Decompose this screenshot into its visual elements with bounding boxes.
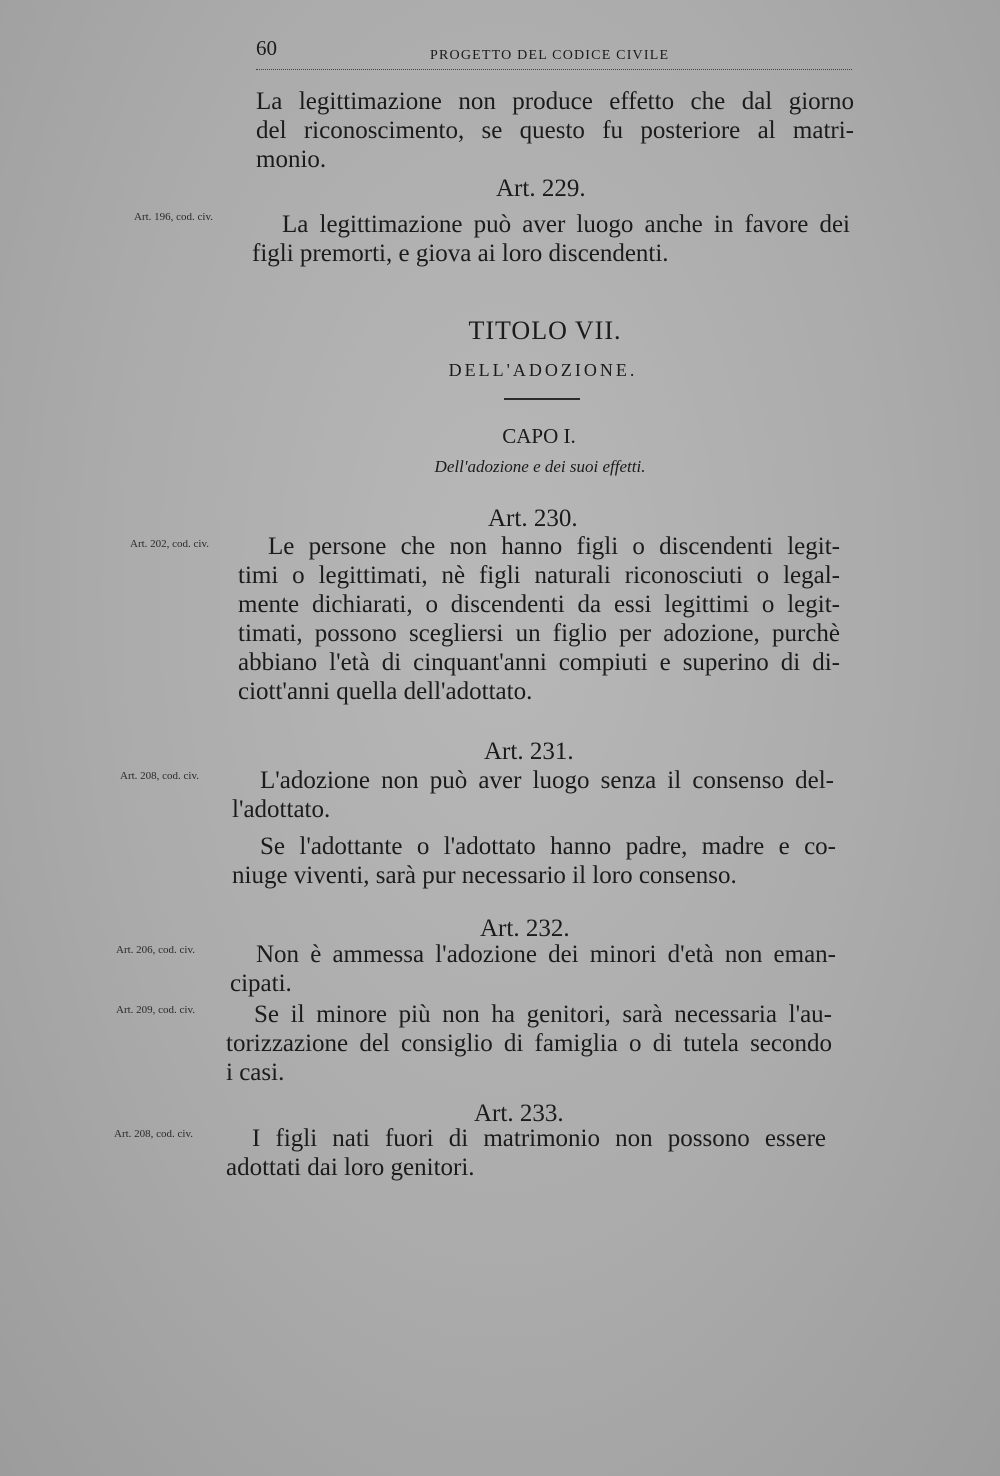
text-line: adottati dai loro genitori. <box>226 1154 475 1181</box>
title-subtitle: DELL'ADOZIONE. <box>448 360 638 380</box>
text-line: Se il minore più non ha genitori, sarà necessaria l'au- <box>254 1001 832 1028</box>
text-line: abbiano l'età di cinquant'anni compiuti e superino di di- <box>238 649 840 676</box>
text-line: La legittimazione può aver luogo anche in favore dei <box>282 211 850 238</box>
article-229-text <box>252 210 850 268</box>
running-head: PROGETTO DEL CODICE CIVILE <box>430 48 670 63</box>
article-229-heading: Art. 229. <box>496 175 586 202</box>
article-233-text <box>226 1124 826 1182</box>
section-rule <box>504 398 580 400</box>
text-line: niuge viventi, sarà pur necessario il loro consenso. <box>232 862 737 889</box>
article-230-heading: Art. 230. <box>488 505 578 532</box>
text-line: Se l'adottante o l'adottato hanno padre, madre e co- <box>260 833 836 860</box>
margin-ref-art232-a: Art. 206, cod. civ. <box>116 944 196 956</box>
text-line: cipati. <box>230 970 292 997</box>
margin-ref-art233: Art. 208, cod. civ. <box>114 1128 194 1140</box>
text-line: monio. <box>256 146 327 173</box>
text-line: Le persone che non hanno figli o discendenti legit- <box>268 533 840 560</box>
article-232-text-2 <box>226 1000 832 1087</box>
margin-ref-art230: Art. 202, cod. civ. <box>130 538 210 550</box>
article-231-text-1 <box>232 766 834 824</box>
text-line: ciott'anni quella dell'adottato. <box>238 678 533 705</box>
article-232-text-1 <box>230 940 836 998</box>
page-number: 60 <box>256 36 277 60</box>
text-line: l'adottato. <box>232 796 331 823</box>
text-line: del riconoscimento, se questo fu posteriore al matri- <box>256 117 854 144</box>
article-230-text <box>238 532 840 706</box>
margin-ref-art229: Art. 196, cod. civ. <box>134 211 214 223</box>
text-line: I figli nati fuori di matrimonio non possono essere <box>252 1125 826 1152</box>
article-232-heading: Art. 232. <box>480 915 570 942</box>
margin-ref-art231: Art. 208, cod. civ. <box>120 770 200 782</box>
chapter-subtitle: Dell'adozione e dei suoi effetti. <box>434 457 646 476</box>
text-line: mente dichiarati, o discendenti da essi legittimi o legit- <box>238 591 840 618</box>
text-line: Non è ammessa l'adozione dei minori d'età non eman- <box>256 941 836 968</box>
opening-paragraph <box>256 87 854 174</box>
article-231-text-2 <box>232 832 836 890</box>
text-line: timi o legittimati, nè figli naturali riconosciuti o legal- <box>238 562 840 589</box>
header-rule <box>256 69 852 70</box>
page-header <box>256 36 852 78</box>
text-line: timati, possono scegliersi un figlio per adozione, purchè <box>238 620 840 647</box>
text-line: La legittimazione non produce effetto che dal giorno <box>256 88 854 115</box>
margin-ref-art232-b: Art. 209, cod. civ. <box>116 1004 196 1016</box>
chapter-heading: CAPO I. <box>502 424 576 448</box>
text-line: i casi. <box>226 1059 285 1086</box>
text-line: L'adozione non può aver luogo senza il consenso del- <box>260 767 834 794</box>
article-233-heading: Art. 233. <box>474 1100 564 1127</box>
text-line: figli premorti, e giova ai loro discendenti. <box>252 240 669 267</box>
article-231-heading: Art. 231. <box>484 738 574 765</box>
text-line: torizzazione del consiglio di famiglia o di tutela secondo <box>226 1030 832 1057</box>
title-heading: TITOLO VII. <box>468 316 622 345</box>
